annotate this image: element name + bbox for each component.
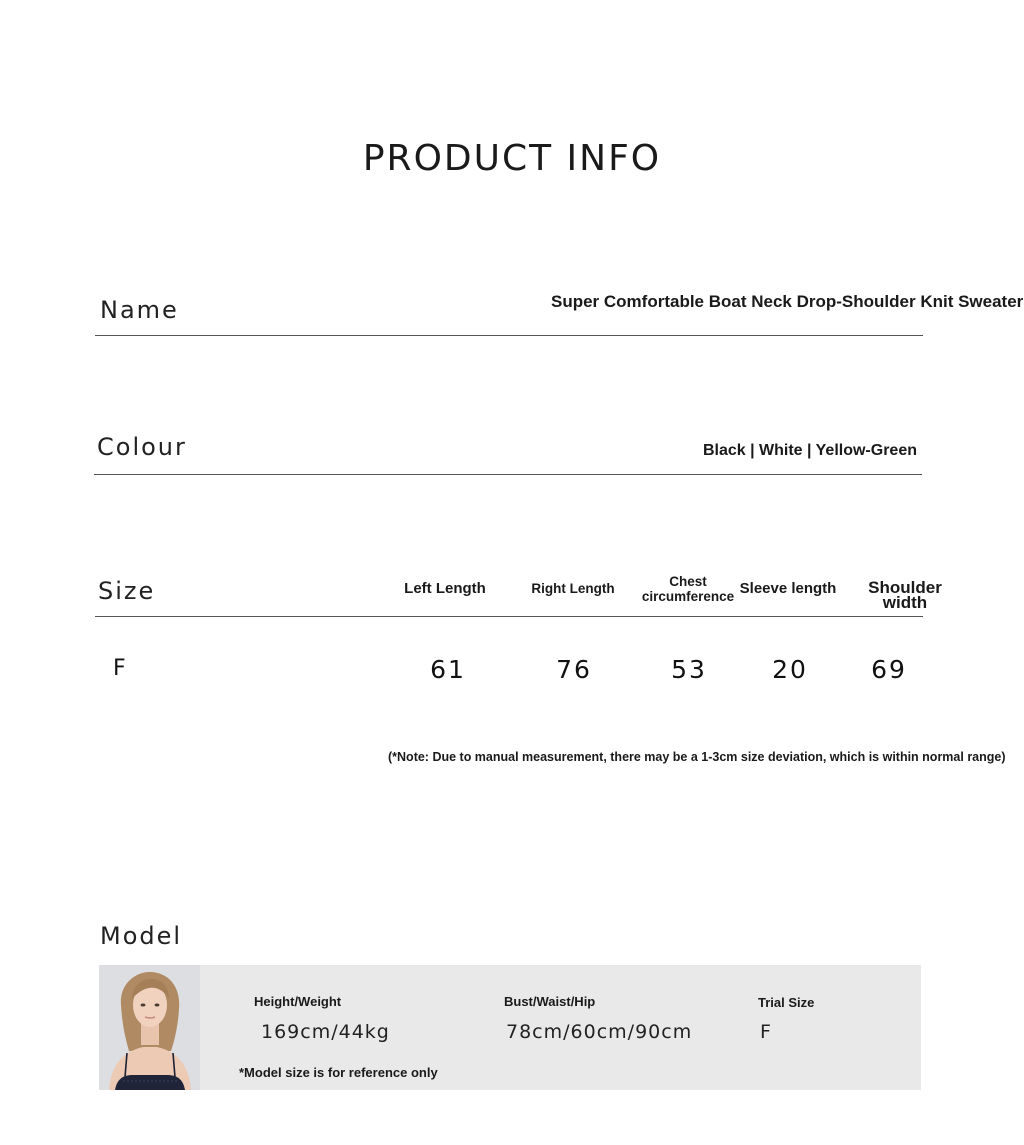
colour-options: Black | White | Yellow-Green — [702, 442, 917, 459]
bust-waist-hip-label: Bust/Waist/Hip — [504, 994, 596, 1009]
right-length-value: 76 — [556, 655, 592, 684]
sleeve-length-value: 20 — [772, 655, 808, 684]
measurement-note: (*Note: Due to manual measurement, there may be a 1-3cm size deviation, which is within normal range) — [388, 750, 1006, 764]
colour-label: Colour — [97, 433, 187, 461]
header-sleeve-length: Sleeve length — [739, 580, 837, 597]
trial-size-value: F — [760, 1021, 772, 1043]
header-chest — [636, 574, 740, 604]
height-weight-value: 169cm/44kg — [261, 1021, 390, 1043]
model-portrait-illustration — [99, 965, 200, 1090]
size-value: F — [113, 656, 126, 681]
name-divider — [95, 335, 923, 336]
header-shoulder-width: Shoulder width — [868, 578, 942, 612]
model-footnote: *Model size is for reference only — [239, 1065, 438, 1080]
size-label: Size — [98, 577, 156, 605]
chest-value: 53 — [671, 655, 707, 684]
model-photo — [99, 965, 200, 1090]
header-chest-line1: Chest — [669, 574, 707, 589]
page-title: PRODUCT INFO — [362, 138, 662, 179]
trial-size-label: Trial Size — [758, 995, 815, 1010]
bust-waist-hip-value: 78cm/60cm/90cm — [506, 1021, 693, 1043]
name-label: Name — [100, 296, 179, 324]
colour-divider — [94, 474, 922, 475]
model-label: Model — [100, 922, 183, 950]
header-left-length: Left Length — [404, 580, 486, 597]
product-name: Super Comfortable Boat Neck Drop-Shoulder Knit Sweater — [551, 292, 1024, 311]
height-weight-label: Height/Weight — [254, 994, 342, 1009]
shoulder-width-value: 69 — [871, 655, 907, 684]
left-length-value: 61 — [430, 655, 466, 684]
size-divider — [95, 616, 923, 617]
header-chest-line2: circumference — [641, 589, 735, 604]
header-right-length: Right Length — [531, 581, 615, 596]
